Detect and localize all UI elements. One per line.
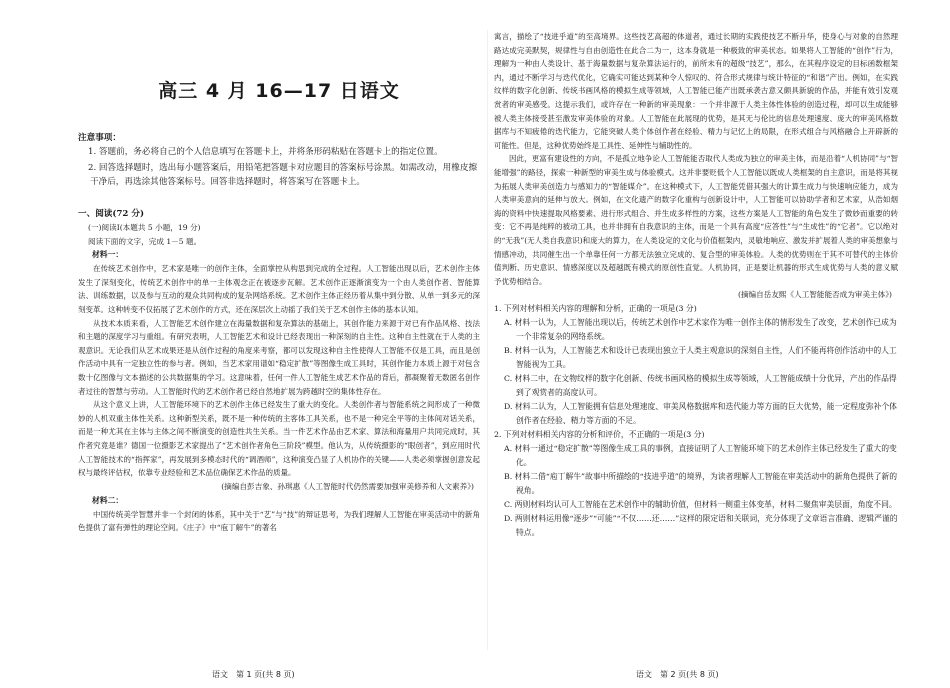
material-two-paragraph: 中国传统美学智慧并非一个封闭的体系，其中关于“艺”与“技”的辩证思考，为我们理解人工智能在审美活动中的新角色提供了富有弹性的理论空间。《庄子》中“庖丁解牛”的著名	[78, 509, 480, 533]
page-one	[78, 64, 480, 535]
material-one-paragraph: 从技术本质来看，人工智能艺术创作建立在海量数据和复杂算法的基础上，其创作能力来源于对已有作品风格、技法和主题的深度学习与重组。有研究表明，人工智能艺术和设计已经表现出一种深刻的自主性。这种自主性就在于人类的主观意识。无论我们从艺术成果还是从创作过程的角度来考察，都可以发现这种自主性使得人工智能不仅是工具，而且是创作活动中具有一定独立性的参与者。例如，当艺术家用谱如“稳定扩散”等图像生成工具时，其创作能力本质上源于对包含数十亿图像与文本描述的公共数据集的学习。这意味着，任何一件人工智能生成艺术作品的背后，都凝聚着无数匿名创作者过往的智慧与劳动。人工智能时代的艺术创作者已经自然地扩展为跨越时空的集体性存在。	[78, 318, 480, 396]
material-one-label: 材料一：	[92, 250, 124, 260]
notice-item: 1. 答题前，务必将自己的个人信息填写在答题卡上，并将条形码粘贴在答题卡上的指定位置。	[88, 147, 443, 157]
subsection-heading: (一)阅读Ⅰ(本题共 5 小题，19 分)	[88, 223, 201, 232]
notice-block	[78, 131, 480, 189]
page-footer-left: 语文 第 1 页(共 8 页)	[212, 670, 295, 679]
reading-instruction: 阅读下面的文字，完成 1－5 题。	[88, 236, 202, 246]
exam-title: 高三 4 月 16—17 日语文	[158, 80, 400, 102]
answer-option-c: C. 两则材料均认可人工智能在艺术创作中的辅助价值，但材料一侧重主体变革，材料二聚焦审美层面，角度不同。	[504, 500, 897, 510]
question-stem: 2. 下列对材料相关内容的分析和评价，不正确的一项是(3 分)	[494, 430, 705, 440]
material-two-citation: (摘编自岳友熙《人工智能能否成为审美主体》)	[738, 290, 892, 300]
material-two-label: 材料二：	[92, 495, 124, 505]
answer-option-d: D. 两则材料运用像“逐步”“可能”“不仅……还……”这样的限定语和关联词，充分体现了文章语言准确、逻辑严谨的特点。	[504, 514, 898, 538]
answer-option-b: B. 材料二借“庖丁解牛”故事中所描绘的“技进乎道”的境界，为读者理解人工智能在审美活动中的新角色提供了新的视角。	[504, 472, 898, 496]
answer-option-a: A. 材料一通过“稳定扩散”等图像生成工具的事例，直接证明了人工智能环境下的艺术创作主体已经发生了重大的变化。	[504, 444, 897, 468]
notice-item: 2. 回答选择题时，选出每小题答案后，用铅笔把答题卡对应题目的答案标号涂黑。如需改动，用橡皮擦干净后，再选涂其他答案标号。回答非选择题时，将答案写在答题卡上。	[88, 163, 478, 187]
material-two-paragraph: 因此，更富有建设性的方向，不是孤立地争论人工智能能否取代人类成为独立的审美主体，而是沿着“人机协同”与“智能增强”的路径，探索一种新型的审美生成与体验模式。这并非要贬低个人工智能以既成人类框架的自主意识，而是将其视为拓展人类审美创造力与感知力的“智能媒介”。在这种模式下，人工智能凭借其强大的计算生成力与快速响应能力，成为人类审美意向的延伸与放大。例如，在文化遗产的数字化重构与创新设计中，人工智能可以协助学者和艺术家，从浩如烟海的资料中快速提取风格要素、进行形式组合、并生成多样性的方案，这些方案是人工智能的角色发生了微妙而重要的转变：它不再是纯粹的被动工具，也并非拥有自我意识的主体，而是一个具有高度“应答性”与“生成性”的“它者”。它以绝对的“无我”(无人类自我意识)和庞大的算力，在人类设定的文化与价值框架内，灵敏地响应、激发并扩展着人类的审美想象与情感冲动，共同催生出一个单靠任何一方都无法独立完成的、复合型的审美体验。人类的优势则在于其不可替代的主体价值判断、历史意识、情感深度以及超越既有模式的原创性直觉。人机协同，正是要让机器的形式生成优势与人类的意义赋予优势相结合。	[494, 154, 898, 286]
material-one-paragraph: 在传统艺术创作中，艺术家是唯一的创作主体，全面掌控从构思到完成的全过程。人工智能出现以后，艺术创作主体发生了深刻变化，传统艺术创作中的单一主体观念正在被逐步瓦解。艺术创作正逐渐演变为一个由人类创作者、智能算法、训练数据，以及参与互动的观众共同构成的复杂网络系统。艺术创作主体正经历着从集中到分散、从单一到多元的深刻变革。这种转变不仅拓展了艺术创作的方式，还在深层次上动摇了我们关于艺术创作主体的基本认知。	[78, 264, 480, 314]
page-two	[494, 30, 898, 540]
question-2	[494, 428, 898, 540]
answer-option-b: B. 材料一认为，人工智能艺术和设计已表现出独立于人类主观意识的深刻自主性，人们不能再将创作活动中的人工智能视为工具。	[504, 346, 897, 370]
question-1	[494, 302, 898, 428]
section-heading: 一、阅读(72 分)	[78, 209, 145, 219]
material-one-citation: (摘编自彭吉象、孙琪惠《人工智能时代仍然需要加强审美修养和人文素养》)	[221, 481, 474, 491]
answer-option-c: C. 材料二中，在文物纹样的数字化创新、传统书画风格的模拟生成等领域，人工智能成绩十分优异，产出的作品得到了观赏者的高度认可。	[504, 374, 897, 398]
material-two-paragraph: 寓言，描绘了“技进乎道”的至高境界。这些技艺高超的体道者，通过长期的实践使技艺不断升华，使身心与对象的自然理路达成完美默契，规律性与自由创造性在此合二为一，这本身就是一种极致的审美状态。如果将人工智能的“创作”行为，理解为一种由人类设计、基于海量数据与复杂算法运行的，前所未有的超级“技艺”，那么，在其程序设定的目标函数框架内，通过不断学习与迭代优化，它确实可能达到某种令人惊叹的、符合形式规律与统计特征的“和谐”产出。例如，在实践纹样的数字化创新、传统书画风格的模拟生成等领域，人工智能已能产出既承袭古意又颇具新貌的作品，并能有效引发观赏者的审美感受。这提示我们，或许存在一种新的审美现象：一个并非源于人类主体性体验的创造过程，却可以生成能够被人类主体接受甚至激发审美体验的对象。人工智能在此展现的优势，是其无与伦比的信息处理速度、庞大的审美风格数据库与不知疲倦的迭代能力，它能突破人类个体创作者在经验、精力与记忆上的局限，在形式组合与风格融合上开辟新的可能性。但是，这种优势始终是工具性、延伸性与辅助性的。	[494, 32, 898, 150]
question-stem: 1. 下列对材料相关内容的理解和分析，正确的一项是(3 分)	[494, 304, 697, 314]
material-one-paragraph: 从这个意义上讲，人工智能环境下的艺术创作主体已经发生了重大的变化。人类创作者与智能系统之间形成了一种微妙的人机双重主体性关系。这种新型关系，既不是一种传统的主客体工具关系，也不是一种完全平等的主体间对话关系，而是一种尤其在主体与主体之间不断演变的创造性共生关系。当一件艺术作品由艺术家、算法和海量用户共同完成时，其作者究竟是谁？德国一位摄影艺术家提出了“艺术创作者角色三阶段”模型。他认为，从传统摄影的“眼创者”，到应用时代人工智能技术的“指挥家”，再发展到多模态时代的“调酒师”，这种演变凸显了人机协作的关键——人类必须掌握创意发起权与最终评估权，依靠专业经验和艺术品位确保艺术作品的质量。	[78, 400, 480, 478]
page-footer-right: 语文 第 2 页(共 8 页)	[636, 670, 719, 679]
answer-option-a: A. 材料一认为，人工智能出现以后，传统艺术创作中艺术家作为唯一创作主体的情形发生了改变，艺术创作已成为一个非常复杂的网络系统。	[504, 318, 897, 342]
answer-option-d: D. 材料二认为，人工智能拥有信息处理速度、审美风格数据库和迭代能力等方面的巨大优势，能一定程度弥补个体创作者在经验、精力等方面的不足。	[504, 402, 897, 426]
page-gutter	[487, 30, 488, 650]
notice-heading: 注意事项：	[78, 133, 121, 143]
